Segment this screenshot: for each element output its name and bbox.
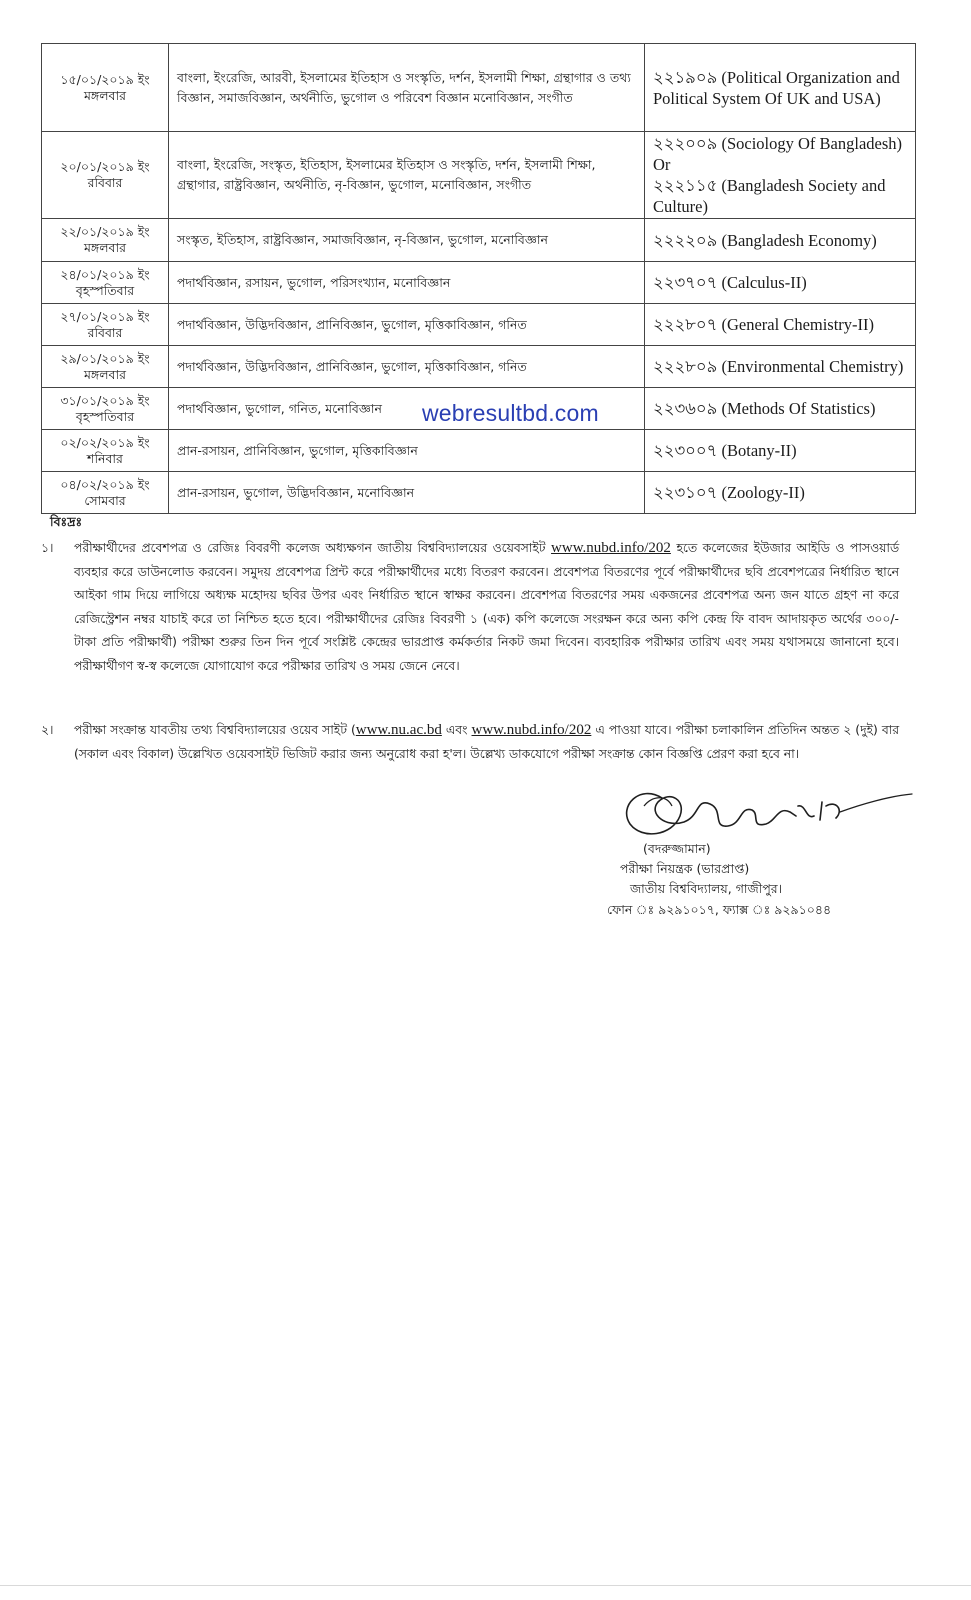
date-cell <box>42 346 169 388</box>
paper-line: ২২৩৭০৭ (Calculus-II) <box>653 273 807 292</box>
subjects-cell: প্রান-রসায়ন, ভুগোল, উদ্ভিদবিজ্ঞান, মনোবিজ্ঞান <box>169 472 645 514</box>
paper-cell <box>645 472 916 514</box>
paper-cell <box>645 346 916 388</box>
date-cell <box>42 262 169 304</box>
exam-day: সোমবার <box>84 492 126 508</box>
date-cell <box>42 44 169 132</box>
watermark-text: webresultbd.com <box>422 400 599 426</box>
paper-cell <box>645 44 916 132</box>
note-text: পরীক্ষা সংক্রান্ত যাবতীয় তথ্য বিশ্ববিদ্যালয়ের ওয়েব সাইট ( <box>74 723 356 737</box>
exam-day: বৃহস্পতিবার <box>75 282 135 298</box>
table-row <box>42 262 916 304</box>
signatory-institution: জাতীয় বিশ্ববিদ্যালয়, গাজীপুর। <box>630 881 783 896</box>
subjects-cell: বাংলা, ইংরেজি, আরবী, ইসলামের ইতিহাস ও সংস্কৃতি, দর্শন, ইসলামী শিক্ষা, গ্রন্থাগার ও তথ্য বিজ্ঞান, সমাজবিজ্ঞান, অর্থনীতি, ভুগোল ও পরিবেশ বিজ্ঞান মনোবিজ্ঞান, সংগীত <box>169 44 645 132</box>
table-row <box>42 132 916 219</box>
signatory-contact: ফোন ঃ ৯২৯১০১৭, ফ্যাক্স ঃ ৯২৯১০৪৪ <box>607 902 832 917</box>
date-cell <box>42 132 169 219</box>
paper-line: ২২২৮০৯ (Environmental Chemistry) <box>653 357 904 376</box>
paper-line: Or <box>653 155 671 174</box>
note-text: এ পাওয়া যাবে। পরীক্ষা চলাকালিন প্রতিদিন অন্তত ২ (দুই) বার (সকাল এবং বিকাল) উল্লেখিত ওয়েবসাইট ভিজিট করার জন্য অনুরোধ করা হ'ল। উল্লেখ্য ডাকযোগে পরীক্ষা সংক্রান্ত কোন বিজ্ঞপ্তি প্রেরণ করা হবে না। <box>74 723 899 761</box>
subjects-cell: বাংলা, ইংরেজি, সংস্কৃত, ইতিহাস, ইসলামের ইতিহাস ও সংস্কৃতি, দর্শন, ইসলামী শিক্ষা, গ্রন্থাগার, রাষ্ট্রবিজ্ঞান, অর্থনীতি, নৃ-বিজ্ঞান, ভুগোল, মনোবিজ্ঞান, সংগীত <box>169 132 645 219</box>
table-row <box>42 430 916 472</box>
paper-line: Political System Of UK and USA) <box>653 88 881 108</box>
paper-line: Culture) <box>653 197 708 216</box>
exam-day: রবিবার <box>87 324 123 340</box>
date-cell <box>42 304 169 346</box>
note-item-2 <box>41 719 899 766</box>
paper-line: ২২৩৬০৯ (Methods Of Statistics) <box>653 399 876 418</box>
exam-date: ২০/০১/২০১৯ ইং <box>60 159 150 174</box>
paper-cell <box>645 430 916 472</box>
exam-day: রবিবার <box>87 175 123 190</box>
subjects-cell: প্রান-রসায়ন, প্রানিবিজ্ঞান, ভুগোল, মৃত্তিকাবিজ্ঞান <box>169 430 645 472</box>
paper-line: ২২২২০৯ (Bangladesh Economy) <box>653 230 877 250</box>
signature-block <box>600 776 920 926</box>
website-link[interactable]: www.nu.ac.bd <box>355 722 442 738</box>
exam-date: ০২/০২/২০১৯ ইং <box>60 434 150 450</box>
note-item-1 <box>41 537 899 678</box>
exam-date: ৩১/০১/২০১৯ ইং <box>60 392 150 408</box>
note-number: ২। <box>41 723 54 737</box>
exam-day: শনিবার <box>87 450 123 466</box>
paper-cell <box>645 262 916 304</box>
notes-heading: বিঃদ্রঃ <box>50 514 83 529</box>
exam-day: মঙ্গলবার <box>83 87 126 103</box>
website-link[interactable]: www.nubd.info/202 <box>551 540 671 556</box>
subjects-cell: পদার্থবিজ্ঞান, ভুগোল, গনিত, মনোবিজ্ঞান <box>169 388 645 430</box>
date-cell <box>42 219 169 262</box>
paper-cell <box>645 132 916 219</box>
exam-day: মঙ্গলবার <box>83 240 126 255</box>
note-body <box>74 537 899 678</box>
exam-day: মঙ্গলবার <box>83 366 126 382</box>
note-body <box>74 719 899 766</box>
paper-line: ২২২০০৯ (Sociology Of Bangladesh) <box>653 134 903 153</box>
exam-date: ১৫/০১/২০১৯ ইং <box>60 71 150 87</box>
exam-schedule-table <box>41 43 916 514</box>
note-number: ১। <box>41 541 54 555</box>
exam-date: ২২/০১/২০১৯ ইং <box>60 224 150 239</box>
note-text: এবং <box>441 723 472 737</box>
paper-cell <box>645 219 916 262</box>
note-text: পরীক্ষার্থীদের প্রবেশপত্র ও রেজিঃ বিবরণী কলেজ অধ্যক্ষগন জাতীয় বিশ্ববিদ্যালয়ের ওয়েবসাইট <box>74 541 552 555</box>
subjects-cell: পদার্থবিজ্ঞান, উদ্ভিদবিজ্ঞান, প্রানিবিজ্ঞান, ভুগোল, মৃত্তিকাবিজ্ঞান, গনিত <box>169 304 645 346</box>
date-cell <box>42 472 169 514</box>
exam-date: ২৪/০১/২০১৯ ইং <box>60 266 150 282</box>
signatory-designation: পরীক্ষা নিয়ন্ত্রক (ভারপ্রাপ্ত) <box>620 861 750 876</box>
paper-line: ২২৩১০৭ (Zoology-II) <box>653 483 805 502</box>
date-cell <box>42 388 169 430</box>
subjects-cell: পদার্থবিজ্ঞান, উদ্ভিদবিজ্ঞান, প্রানিবিজ্ঞান, ভুগোল, মৃত্তিকাবিজ্ঞান, গনিত <box>169 346 645 388</box>
table-row <box>42 346 916 388</box>
exam-date: ২৭/০১/২০১৯ ইং <box>60 308 150 324</box>
table-row <box>42 304 916 346</box>
page-bottom-rule <box>0 1585 971 1586</box>
subjects-cell: পদার্থবিজ্ঞান, রসায়ন, ভুগোল, পরিসংখ্যান, মনোবিজ্ঞান <box>169 262 645 304</box>
paper-line: ২২৩০০৭ (Botany-II) <box>653 441 797 460</box>
date-cell <box>42 430 169 472</box>
table-row <box>42 44 916 132</box>
paper-line: ২২২৮০৭ (General Chemistry-II) <box>653 315 875 334</box>
subjects-cell: সংস্কৃত, ইতিহাস, রাষ্ট্রবিজ্ঞান, সমাজবিজ্ঞান, নৃ-বিজ্ঞান, ভুগোল, মনোবিজ্ঞান <box>169 219 645 262</box>
paper-cell <box>645 388 916 430</box>
exam-date: ২৯/০১/২০১৯ ইং <box>60 350 150 366</box>
exam-date: ০৪/০২/২০১৯ ইং <box>60 476 150 492</box>
signatory-name: (বদরুজ্জামান) <box>643 841 711 856</box>
paper-cell <box>645 304 916 346</box>
note-text: হতে কলেজের ইউজার আইডি ও পাসওয়ার্ড ব্যবহার করে ডাউনলোড করবেন। সমুদয় প্রবেশপত্র প্রিন্ট করে পরীক্ষার্থীদের মধ্যে বিতরণ করবেন। প্রবেশপত্র বিতরণের পূর্বে পরীক্ষার্থীদের ছবি প্রবেশপত্রের নির্ধারিত স্থানে আইকা গাম দিয়ে লাগিয়ে অধ্যক্ষ মহোদয় ছবির উপর এবং নির্ধারিত স্থানে স্বাক্ষর করবেন। প্রবেশপত্র বিতরণের সময় একজনের প্রবেশপত্র অন্য জন যাতে গ্রহণ না করে রেজিস্ট্রেশন নম্বর যাচাই করে তা নিশ্চিত হতে হবে। পরীক্ষার্থীদের রেজিঃ বিবরণী ১ (এক) কপি কলেজে সংরক্ষন করে অন্য কপি কেন্দ্র ফি বাবদ আদায়কৃত অর্থের ৩০০/- টাকা প্রতি পরীক্ষার্থী) পরীক্ষা শুরুর তিন দিন পূর্বে সংশ্লিষ্ট কেন্দ্রের ভারপ্রাপ্ত কর্মকর্তার নিকট জমা দিবেন। ব্যবহারিক পরীক্ষার তারিখ এবং সময় যথাসময়ে জানানো হবে। পরীক্ষার্থীগণ স্ব-স্ব কলেজে যোগাযোগ করে পরীক্ষার তারিখ ও সময় জেনে নেবে। <box>74 541 899 673</box>
website-link[interactable]: www.nubd.info/202 <box>471 722 592 738</box>
table-row <box>42 472 916 514</box>
exam-day: বৃহস্পতিবার <box>75 408 135 424</box>
paper-line: ২২১৯০৯ (Political Organization and <box>653 67 900 87</box>
paper-line: ২২২১১৫ (Bangladesh Society and <box>653 176 886 195</box>
table-row <box>42 219 916 262</box>
